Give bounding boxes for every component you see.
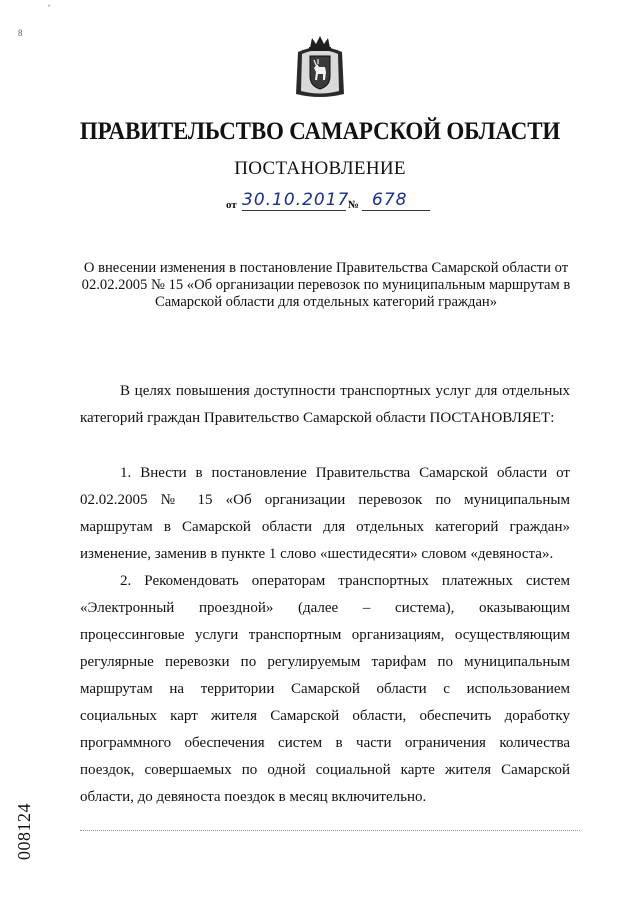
date-value: 30.10.2017 — [242, 190, 350, 210]
item-2-paragraph — [80, 568, 570, 811]
item-2-text: 2. Рекомендовать операторам транспортных платежных систем «Электронный проездной» (далее – система), оказывающим процессинговые услуги транспортным организациям, осуществляющим регулярные перевозки по регулируемым тарифам по муниципальным маршрутам на территории Самарской области с использованием социальных карт жителя Самарской области, обеспечить доработку программного обеспечения систем в части ограничения количества поездок, совершаемых по одной социальной карте жителя Самарской области, до девяноста поездок в месяц включительно. — [80, 573, 570, 805]
date-number-line — [226, 190, 446, 214]
scan-mark: ᵒ — [48, 2, 51, 11]
date-underline — [242, 210, 346, 211]
item-1-text: 1. Внести в постановление Правительства Самарской области от 02.02.2005 № 15 «Об организации перевозок по муниципальным маршрутам в Самарской области для отдельных категорий граждан» изменение, заменив в пункте 1 слово «шестидесяти» словом «девяноста». — [80, 465, 570, 562]
number-label: № — [348, 199, 360, 211]
corner-mark: 8 — [18, 28, 23, 38]
preamble-text: В целях повышения доступности транспортных услуг для отдельных категорий граждан Правительство Самарской области ПОСТАНОВЛЯЕТ: — [80, 383, 570, 426]
page-fold-line — [80, 830, 580, 831]
document-subject: О внесении изменения в постановление Правительства Самарской области от 02.02.2005 № 15 «Об организации перевозок по муниципальным маршрутам в Самарской области для отдельных категорий граждан» — [81, 260, 571, 310]
preamble-paragraph — [80, 378, 570, 432]
date-label: от — [226, 199, 237, 211]
number-underline — [362, 210, 430, 211]
side-serial-number: 008124 — [14, 803, 34, 860]
document-type: ПОСТАНОВЛЕНИЕ — [234, 158, 406, 179]
item-1-paragraph — [80, 460, 570, 568]
organization-title: ПРАВИТЕЛЬСТВО САМАРСКОЙ ОБЛАСТИ — [79, 118, 561, 145]
samara-coat-of-arms-icon — [294, 34, 346, 98]
number-value: 678 — [372, 190, 408, 210]
